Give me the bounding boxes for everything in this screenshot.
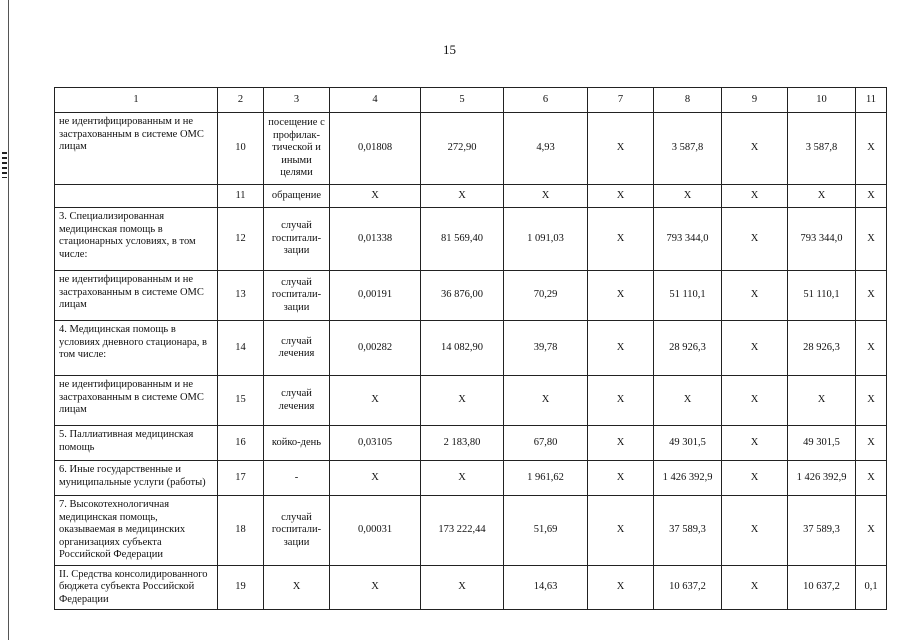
table-cell: Х (856, 208, 887, 271)
table-cell: Х (330, 376, 421, 426)
table-cell: 10 637,2 (654, 565, 722, 610)
table-cell: 0,1 (856, 565, 887, 610)
row-description-cell: не идентифицированным и не застрахованным в системе ОМС лицам (55, 113, 218, 185)
table-cell: Х (588, 496, 654, 566)
table-cell: Х (588, 208, 654, 271)
table-cell: Х (421, 565, 504, 610)
table-cell: 1 426 392,9 (788, 461, 856, 496)
table-cell: Х (504, 376, 588, 426)
table-cell: 13 (218, 271, 264, 321)
row-description-cell: не идентифицированным и не застрахованным в системе ОМС лицам (55, 271, 218, 321)
table-cell: 17 (218, 461, 264, 496)
statistics-table (54, 87, 887, 610)
table-cell: 1 091,03 (504, 208, 588, 271)
table-cell: случай лечения (264, 376, 330, 426)
table-cell: случай госпитали-зации (264, 496, 330, 566)
row-description-cell: 7. Высокотехнологичная медицинская помощь, оказываемая в медицинских организациях субъекта Российской Федерации (55, 496, 218, 566)
table-cell: 0,00191 (330, 271, 421, 321)
table-cell: 15 (218, 376, 264, 426)
table-cell: Х (788, 185, 856, 208)
table-cell: 18 (218, 496, 264, 566)
table-row (55, 185, 887, 208)
table-cell: 16 (218, 426, 264, 461)
table-cell: Х (856, 271, 887, 321)
table-row (55, 271, 887, 321)
table-cell: Х (588, 426, 654, 461)
row-description-cell: не идентифицированным и не застрахованным в системе ОМС лицам (55, 376, 218, 426)
table-cell: Х (722, 185, 788, 208)
table-cell: Х (421, 185, 504, 208)
table-cell: Х (330, 185, 421, 208)
table-cell: 49 301,5 (654, 426, 722, 461)
col-header: 9 (722, 88, 788, 113)
table-cell: Х (421, 461, 504, 496)
table-cell: 36 876,00 (421, 271, 504, 321)
table-cell: 3 587,8 (788, 113, 856, 185)
table-cell: 10 (218, 113, 264, 185)
table-cell: 173 222,44 (421, 496, 504, 566)
page-edge-line (8, 0, 9, 640)
col-header: 5 (421, 88, 504, 113)
col-header: 11 (856, 88, 887, 113)
row-description-cell: II. Средства консолидированного бюджета субъекта Российской Федерации (55, 565, 218, 610)
table-row (55, 496, 887, 566)
row-description-cell: 5. Паллиативная медицинская помощь (55, 426, 218, 461)
table-cell: случай госпитали-зации (264, 271, 330, 321)
table-cell: Х (330, 565, 421, 610)
table-cell: 81 569,40 (421, 208, 504, 271)
table-cell: Х (722, 113, 788, 185)
scan-binding-mark (2, 152, 7, 178)
page-number: 15 (443, 42, 456, 57)
table-cell: посещение с профилак-тической и иными целями (264, 113, 330, 185)
table-row (55, 426, 887, 461)
table-cell: Х (421, 376, 504, 426)
table-cell: 0,00031 (330, 496, 421, 566)
table-cell: 51 110,1 (654, 271, 722, 321)
table-cell: 10 637,2 (788, 565, 856, 610)
table-cell: 11 (218, 185, 264, 208)
table-cell: 49 301,5 (788, 426, 856, 461)
table-cell: Х (654, 376, 722, 426)
table-cell: Х (588, 185, 654, 208)
row-description-cell: 3. Специализированная медицинская помощь в стационарных условиях, в том числе: (55, 208, 218, 271)
table-cell: Х (788, 376, 856, 426)
table-cell: Х (722, 426, 788, 461)
table-cell: 2 183,80 (421, 426, 504, 461)
table-cell: Х (856, 321, 887, 376)
table-cell: 0,03105 (330, 426, 421, 461)
table-cell: койко-день (264, 426, 330, 461)
table-cell: - (264, 461, 330, 496)
table-cell: Х (588, 113, 654, 185)
table-cell: Х (856, 461, 887, 496)
table-row (55, 321, 887, 376)
table-cell: случай госпитали-зации (264, 208, 330, 271)
table-row (55, 376, 887, 426)
table-cell: 14 082,90 (421, 321, 504, 376)
table-row (55, 208, 887, 271)
table-cell: 0,01338 (330, 208, 421, 271)
table-cell: Х (588, 321, 654, 376)
col-header: 8 (654, 88, 722, 113)
table-cell: Х (722, 461, 788, 496)
table-cell: 70,29 (504, 271, 588, 321)
table-cell: Х (588, 376, 654, 426)
col-header: 2 (218, 88, 264, 113)
table-cell: обращение (264, 185, 330, 208)
table-cell: 39,78 (504, 321, 588, 376)
table-cell: 0,00282 (330, 321, 421, 376)
table-cell: 14 (218, 321, 264, 376)
table-cell: Х (588, 565, 654, 610)
table-cell: 28 926,3 (654, 321, 722, 376)
table-cell: Х (588, 461, 654, 496)
table-cell: 19 (218, 565, 264, 610)
table-cell: 14,63 (504, 565, 588, 610)
table-row (55, 113, 887, 185)
table-cell: 37 589,3 (788, 496, 856, 566)
table-cell: 51 110,1 (788, 271, 856, 321)
table-cell: Х (654, 185, 722, 208)
row-description-cell (55, 185, 218, 208)
row-description-cell: 4. Медицинская помощь в условиях дневного стационара, в том числе: (55, 321, 218, 376)
table-cell: Х (330, 461, 421, 496)
col-header: 10 (788, 88, 856, 113)
row-description-cell: 6. Иные государственные и муниципальные услуги (работы) (55, 461, 218, 496)
table-cell: 3 587,8 (654, 113, 722, 185)
table-cell: 4,93 (504, 113, 588, 185)
table-cell: Х (856, 185, 887, 208)
table-cell: Х (856, 496, 887, 566)
table-cell: 12 (218, 208, 264, 271)
table-row (55, 461, 887, 496)
table-cell: 0,01808 (330, 113, 421, 185)
table-cell: 793 344,0 (788, 208, 856, 271)
table-cell: Х (722, 271, 788, 321)
col-header: 6 (504, 88, 588, 113)
table-cell: Х (588, 271, 654, 321)
table-cell: Х (856, 113, 887, 185)
table-cell: 37 589,3 (654, 496, 722, 566)
table-cell: 28 926,3 (788, 321, 856, 376)
table-cell: Х (856, 376, 887, 426)
col-header: 3 (264, 88, 330, 113)
table-cell: Х (504, 185, 588, 208)
table-cell: Х (722, 376, 788, 426)
table-row (55, 565, 887, 610)
table-cell: Х (264, 565, 330, 610)
table-cell: 67,80 (504, 426, 588, 461)
table-cell: Х (722, 565, 788, 610)
col-header: 4 (330, 88, 421, 113)
table-cell: Х (856, 426, 887, 461)
header-row (55, 88, 887, 113)
col-header: 1 (55, 88, 218, 113)
table-cell: 51,69 (504, 496, 588, 566)
table-cell: 1 961,62 (504, 461, 588, 496)
table-cell: 793 344,0 (654, 208, 722, 271)
col-header: 7 (588, 88, 654, 113)
table-cell: Х (722, 496, 788, 566)
table-cell: случай лечения (264, 321, 330, 376)
table-cell: 272,90 (421, 113, 504, 185)
table-cell: 1 426 392,9 (654, 461, 722, 496)
table-cell: Х (722, 321, 788, 376)
table-cell: Х (722, 208, 788, 271)
